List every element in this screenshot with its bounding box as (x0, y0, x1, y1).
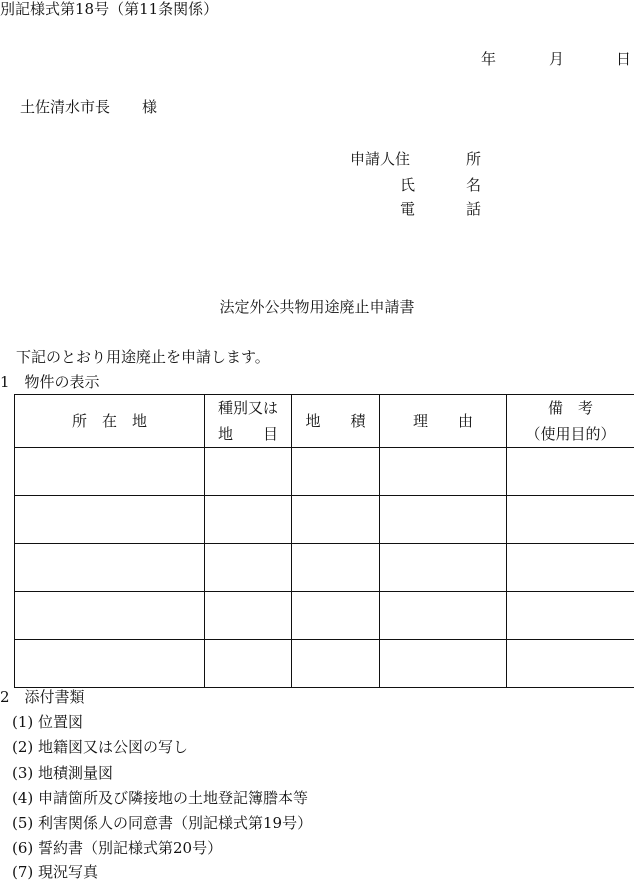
column-header-location: 所 在 地 (15, 395, 205, 448)
table-row (15, 544, 634, 592)
attachment-item: (1) 位置図 (12, 713, 84, 731)
column-header-land-category: 種別又は 地 目 (205, 395, 292, 448)
addressee-honorific: 様 (142, 98, 158, 116)
section2-heading: 2 添付書類 (0, 688, 85, 706)
applicant-name-label-start: 氏 (400, 176, 416, 194)
remarks-cell[interactable] (507, 496, 634, 544)
form-number: 別記様式第18号（第11条関係） (0, 0, 219, 18)
land-category-cell[interactable] (205, 544, 292, 592)
land-category-cell[interactable] (205, 592, 292, 640)
area-cell[interactable] (292, 592, 380, 640)
remarks-cell[interactable] (507, 448, 634, 496)
land-category-cell[interactable] (205, 640, 292, 688)
date-month-label: 月 (549, 50, 565, 68)
intro-text: 下記のとおり用途廃止を申請します。 (16, 348, 270, 366)
location-cell[interactable] (15, 640, 205, 688)
attachment-item: (6) 誓約書（別記様式第20号） (12, 839, 223, 857)
applicant-address-label-end: 所 (466, 150, 482, 168)
column-header-area: 地 積 (292, 395, 380, 448)
column-header-remarks: 備 考 （使用目的） (507, 395, 634, 448)
column-header-reason: 理 由 (380, 395, 507, 448)
location-cell[interactable] (15, 592, 205, 640)
location-cell[interactable] (15, 448, 205, 496)
property-table-header (15, 395, 634, 448)
table-row (15, 640, 634, 688)
table-row (15, 448, 634, 496)
addressee-name: 土佐清水市長 (20, 98, 111, 116)
applicant-address-label-start: 住 (395, 150, 411, 168)
date-day-label: 日 (616, 50, 632, 68)
date-year-label: 年 (481, 50, 497, 68)
remarks-cell[interactable] (507, 544, 634, 592)
attachment-item: (2) 地籍図又は公図の写し (12, 738, 189, 756)
attachment-item: (4) 申請箇所及び隣接地の土地登記簿謄本等 (12, 789, 309, 807)
area-cell[interactable] (292, 496, 380, 544)
table-row (15, 592, 634, 640)
applicant-label: 申請人 (350, 150, 396, 168)
reason-cell[interactable] (380, 592, 507, 640)
applicant-phone-label-end: 話 (466, 200, 482, 218)
location-cell[interactable] (15, 496, 205, 544)
applicant-phone-label-start: 電 (400, 200, 416, 218)
reason-cell[interactable] (380, 544, 507, 592)
reason-cell[interactable] (380, 640, 507, 688)
attachment-item: (7) 現況写真 (12, 863, 99, 881)
section1-heading: 1 物件の表示 (0, 373, 100, 391)
land-category-cell[interactable] (205, 448, 292, 496)
remarks-cell[interactable] (507, 640, 634, 688)
document-title: 法定外公共物用途廃止申請書 (219, 298, 415, 316)
reason-cell[interactable] (380, 448, 507, 496)
attachment-item: (5) 利害関係人の同意書（別記様式第19号） (12, 814, 313, 832)
reason-cell[interactable] (380, 496, 507, 544)
applicant-address-label (350, 152, 410, 167)
applicant-name-label-end: 名 (466, 176, 482, 194)
area-cell[interactable] (292, 544, 380, 592)
land-category-cell[interactable] (205, 496, 292, 544)
property-table (14, 394, 634, 688)
attachment-item: (3) 地積測量図 (12, 764, 114, 782)
table-row (15, 496, 634, 544)
remarks-cell[interactable] (507, 592, 634, 640)
location-cell[interactable] (15, 544, 205, 592)
area-cell[interactable] (292, 448, 380, 496)
area-cell[interactable] (292, 640, 380, 688)
